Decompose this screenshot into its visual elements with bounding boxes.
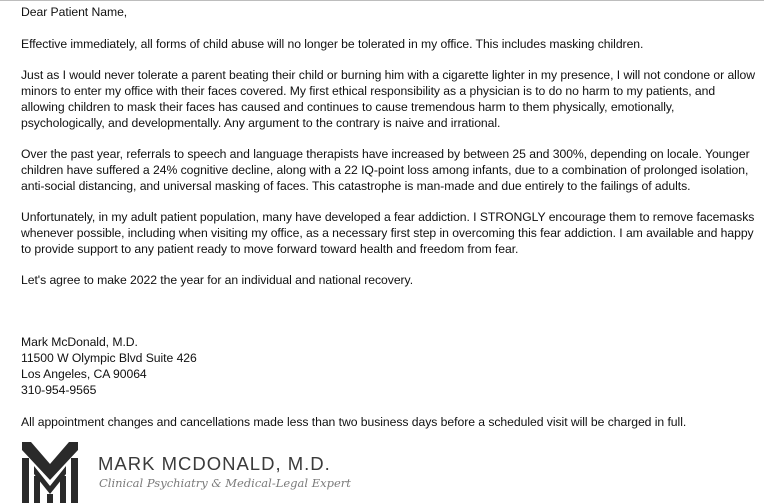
letter-closing: Let's agree to make 2022 the year for an individual and national recovery. [21, 273, 414, 287]
letter-body [21, 4, 757, 445]
paragraph-ethics: Just as I would never tolerate a parent beating their child or burning him with a cigarette lighter in my presence, I will not condone or allow minors to enter my office with their faces covered. My first ethical responsibility as a physician is to do no harm to my patients, and allowing children to mask their faces has caused and continues to cause tremendous harm to them physically, emotionally, psychologically, and developmentally. Any argument to the contrary is naive and irrational. [21, 68, 755, 130]
paragraph-adult-patients: Unfortunately, in my adult patient population, many have developed a fear addiction. I STRONGLY encourage them to remove facemasks whenever possible, including when visiting my office, as a necessary first step in overcoming this fear addiction. I am available and happy to provide support to any patient ready to move forward toward health and freedom from fear. [21, 210, 755, 256]
top-divider [0, 0, 764, 1]
cancellation-policy-note: All appointment changes and cancellations made less than two business days before a scheduled visit will be charged in full. [21, 415, 687, 429]
practice-logo [20, 442, 351, 503]
letter-greeting: Dear Patient Name, [21, 5, 128, 19]
signature-address-line2: Los Angeles, CA 90064 [21, 367, 147, 381]
signature-address-line1: 11500 W Olympic Blvd Suite 426 [21, 351, 197, 365]
signature-name: Mark McDonald, M.D. [21, 335, 138, 349]
signature-block [21, 334, 757, 398]
paragraph-policy-statement: Effective immediately, all forms of child abuse will no longer be tolerated in my office. This includes masking children. [21, 37, 644, 51]
signature-phone: 310-954-9565 [21, 383, 97, 397]
monogram-m-icon [20, 442, 82, 503]
logo-name: MARK MCDONALD, M.D. [98, 453, 331, 474]
paragraph-statistics: Over the past year, referrals to speech and language therapists have increased by between 25 and 300%, depending on locale. Younger children have suffered a 24% cognitive decline, along with a 22 IQ-point loss among infants, due to a combination of prolonged isolation, anti-social distancing, and universal masking of faces. This catastrophe is man-made and due entirely to the failings of adults. [21, 147, 750, 193]
logo-tagline: Clinical Psychiatry & Medical-Legal Expert [99, 476, 351, 490]
